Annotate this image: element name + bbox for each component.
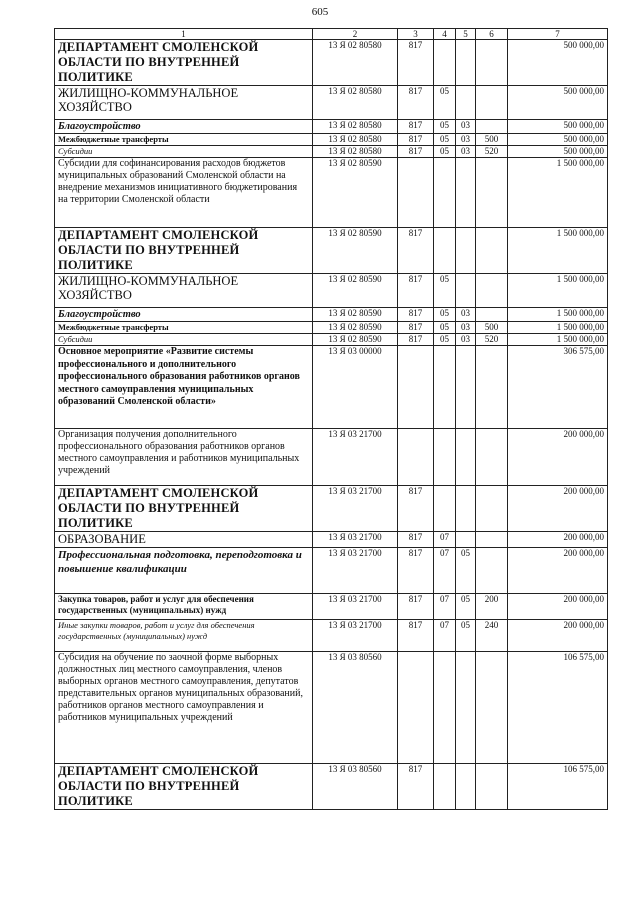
section-code: 05 bbox=[434, 86, 456, 120]
subsection-code: 03 bbox=[456, 322, 476, 334]
row-amount: 500 000,00 bbox=[508, 120, 608, 134]
ministry-code: 817 bbox=[398, 120, 434, 134]
row-amount: 1 500 000,00 bbox=[508, 274, 608, 308]
row-name: Основное мероприятие «Развитие системы профессионального и дополнительного профессионального образования работников органов местного самоуправления муниципальных образований Смоленской области» bbox=[55, 346, 313, 429]
row-amount: 500 000,00 bbox=[508, 86, 608, 120]
table-row bbox=[55, 346, 608, 429]
row-name: Субсидии bbox=[55, 146, 313, 158]
column-header: 2 bbox=[313, 29, 398, 40]
table-row bbox=[55, 532, 608, 548]
section-code bbox=[434, 346, 456, 429]
row-name: Благоустройство bbox=[55, 308, 313, 322]
row-amount: 500 000,00 bbox=[508, 146, 608, 158]
row-name: Субсидия на обучение по заочной форме выборных должностных лиц местного самоуправления, членов выборных органов местного самоуправления, депутатов представительных органов муниципальных образований, работников органов местного самоуправления и работников муниципальных учреждений bbox=[55, 652, 313, 764]
row-name: Организация получения дополнительного профессионального образования работников органов местного самоуправления и работников муниципальных учреждений bbox=[55, 429, 313, 486]
row-name: Субсидии bbox=[55, 334, 313, 346]
row-amount: 200 000,00 bbox=[508, 532, 608, 548]
expense-type-code: 520 bbox=[476, 146, 508, 158]
table-row bbox=[55, 228, 608, 274]
table-row bbox=[55, 86, 608, 120]
table-row bbox=[55, 620, 608, 652]
expense-type-code bbox=[476, 40, 508, 86]
expense-type-code: 500 bbox=[476, 134, 508, 146]
ministry-code bbox=[398, 158, 434, 228]
row-name: Закупка товаров, работ и услуг для обеспечения государственных (муниципальных) нужд bbox=[55, 594, 313, 620]
expense-type-code bbox=[476, 486, 508, 532]
ministry-code: 817 bbox=[398, 274, 434, 308]
subsection-code bbox=[456, 652, 476, 764]
expense-type-code bbox=[476, 120, 508, 134]
subsection-code: 03 bbox=[456, 308, 476, 322]
column-header: 6 bbox=[476, 29, 508, 40]
table-row bbox=[55, 134, 608, 146]
section-code bbox=[434, 158, 456, 228]
target-article-code: 13 Я 02 80590 bbox=[313, 228, 398, 274]
budget-table bbox=[54, 28, 608, 810]
row-name: Межбюджетные трансферты bbox=[55, 322, 313, 334]
target-article-code: 13 Я 03 00000 bbox=[313, 346, 398, 429]
table-row bbox=[55, 548, 608, 594]
section-code: 05 bbox=[434, 120, 456, 134]
section-code bbox=[434, 40, 456, 86]
row-amount: 306 575,00 bbox=[508, 346, 608, 429]
expense-type-code bbox=[476, 429, 508, 486]
table-row bbox=[55, 594, 608, 620]
row-name: ДЕПАРТАМЕНТ СМОЛЕНСКОЙ ОБЛАСТИ ПО ВНУТРЕННЕЙ ПОЛИТИКЕ bbox=[55, 486, 313, 532]
expense-type-code: 500 bbox=[476, 322, 508, 334]
target-article-code: 13 Я 03 21700 bbox=[313, 532, 398, 548]
subsection-code: 03 bbox=[456, 146, 476, 158]
ministry-code bbox=[398, 429, 434, 486]
row-amount: 200 000,00 bbox=[508, 620, 608, 652]
subsection-code: 05 bbox=[456, 620, 476, 652]
row-name: ДЕПАРТАМЕНТ СМОЛЕНСКОЙ ОБЛАСТИ ПО ВНУТРЕННЕЙ ПОЛИТИКЕ bbox=[55, 40, 313, 86]
row-amount: 200 000,00 bbox=[508, 548, 608, 594]
row-amount: 200 000,00 bbox=[508, 486, 608, 532]
ministry-code bbox=[398, 346, 434, 429]
expense-type-code bbox=[476, 346, 508, 429]
expense-type-code bbox=[476, 274, 508, 308]
row-amount: 200 000,00 bbox=[508, 429, 608, 486]
expense-type-code bbox=[476, 308, 508, 322]
column-header: 1 bbox=[55, 29, 313, 40]
expense-type-code bbox=[476, 228, 508, 274]
expense-type-code bbox=[476, 764, 508, 810]
column-header: 3 bbox=[398, 29, 434, 40]
ministry-code: 817 bbox=[398, 486, 434, 532]
ministry-code: 817 bbox=[398, 228, 434, 274]
ministry-code: 817 bbox=[398, 86, 434, 120]
row-name: ДЕПАРТАМЕНТ СМОЛЕНСКОЙ ОБЛАСТИ ПО ВНУТРЕННЕЙ ПОЛИТИКЕ bbox=[55, 228, 313, 274]
table-row bbox=[55, 146, 608, 158]
table-row bbox=[55, 274, 608, 308]
column-header: 7 bbox=[508, 29, 608, 40]
target-article-code: 13 Я 02 80590 bbox=[313, 158, 398, 228]
section-code: 05 bbox=[434, 308, 456, 322]
target-article-code: 13 Я 02 80580 bbox=[313, 86, 398, 120]
target-article-code: 13 Я 02 80580 bbox=[313, 146, 398, 158]
ministry-code: 817 bbox=[398, 532, 434, 548]
section-code bbox=[434, 764, 456, 810]
section-code: 07 bbox=[434, 532, 456, 548]
target-article-code: 13 Я 03 80560 bbox=[313, 764, 398, 810]
table-header-row bbox=[55, 29, 608, 40]
subsection-code bbox=[456, 158, 476, 228]
subsection-code: 05 bbox=[456, 594, 476, 620]
expense-type-code: 240 bbox=[476, 620, 508, 652]
ministry-code: 817 bbox=[398, 40, 434, 86]
ministry-code: 817 bbox=[398, 548, 434, 594]
table-row bbox=[55, 486, 608, 532]
target-article-code: 13 Я 02 80590 bbox=[313, 322, 398, 334]
table-row bbox=[55, 764, 608, 810]
row-amount: 1 500 000,00 bbox=[508, 334, 608, 346]
column-header: 5 bbox=[456, 29, 476, 40]
row-name: ДЕПАРТАМЕНТ СМОЛЕНСКОЙ ОБЛАСТИ ПО ВНУТРЕННЕЙ ПОЛИТИКЕ bbox=[55, 764, 313, 810]
subsection-code: 05 bbox=[456, 548, 476, 594]
target-article-code: 13 Я 02 80590 bbox=[313, 274, 398, 308]
row-name: Межбюджетные трансферты bbox=[55, 134, 313, 146]
expense-type-code bbox=[476, 652, 508, 764]
subsection-code bbox=[456, 486, 476, 532]
target-article-code: 13 Я 03 21700 bbox=[313, 594, 398, 620]
expense-type-code bbox=[476, 532, 508, 548]
row-amount: 1 500 000,00 bbox=[508, 322, 608, 334]
target-article-code: 13 Я 02 80580 bbox=[313, 134, 398, 146]
target-article-code: 13 Я 03 21700 bbox=[313, 429, 398, 486]
row-name: ЖИЛИЩНО-КОММУНАЛЬНОЕ ХОЗЯЙСТВО bbox=[55, 86, 313, 120]
row-amount: 106 575,00 bbox=[508, 652, 608, 764]
expense-type-code: 200 bbox=[476, 594, 508, 620]
section-code bbox=[434, 429, 456, 486]
target-article-code: 13 Я 03 21700 bbox=[313, 620, 398, 652]
expense-type-code bbox=[476, 86, 508, 120]
target-article-code: 13 Я 03 21700 bbox=[313, 548, 398, 594]
section-code: 07 bbox=[434, 620, 456, 652]
ministry-code: 817 bbox=[398, 334, 434, 346]
subsection-code bbox=[456, 429, 476, 486]
subsection-code bbox=[456, 346, 476, 429]
ministry-code: 817 bbox=[398, 134, 434, 146]
row-name: Благоустройство bbox=[55, 120, 313, 134]
section-code bbox=[434, 652, 456, 764]
column-header: 4 bbox=[434, 29, 456, 40]
ministry-code: 817 bbox=[398, 620, 434, 652]
section-code: 07 bbox=[434, 548, 456, 594]
target-article-code: 13 Я 02 80580 bbox=[313, 120, 398, 134]
subsection-code bbox=[456, 40, 476, 86]
target-article-code: 13 Я 02 80590 bbox=[313, 308, 398, 322]
expense-type-code bbox=[476, 158, 508, 228]
row-amount: 1 500 000,00 bbox=[508, 228, 608, 274]
ministry-code: 817 bbox=[398, 308, 434, 322]
subsection-code: 03 bbox=[456, 120, 476, 134]
section-code: 07 bbox=[434, 594, 456, 620]
section-code: 05 bbox=[434, 146, 456, 158]
expense-type-code bbox=[476, 548, 508, 594]
table-row bbox=[55, 120, 608, 134]
target-article-code: 13 Я 03 21700 bbox=[313, 486, 398, 532]
row-amount: 200 000,00 bbox=[508, 594, 608, 620]
target-article-code: 13 Я 02 80580 bbox=[313, 40, 398, 86]
section-code bbox=[434, 486, 456, 532]
ministry-code: 817 bbox=[398, 322, 434, 334]
row-name: Субсидии для софинансирования расходов бюджетов муниципальных образований Смоленской области на внедрение механизмов инициативного бюджетирования на территории Смоленской области bbox=[55, 158, 313, 228]
table-row bbox=[55, 158, 608, 228]
table-row bbox=[55, 429, 608, 486]
subsection-code bbox=[456, 532, 476, 548]
subsection-code bbox=[456, 86, 476, 120]
table-row bbox=[55, 40, 608, 86]
subsection-code: 03 bbox=[456, 334, 476, 346]
section-code: 05 bbox=[434, 274, 456, 308]
subsection-code bbox=[456, 274, 476, 308]
ministry-code: 817 bbox=[398, 146, 434, 158]
ministry-code bbox=[398, 652, 434, 764]
subsection-code: 03 bbox=[456, 134, 476, 146]
section-code bbox=[434, 228, 456, 274]
page-number: 605 bbox=[311, 6, 329, 18]
expense-type-code: 520 bbox=[476, 334, 508, 346]
table-row bbox=[55, 308, 608, 322]
table-row bbox=[55, 334, 608, 346]
section-code: 05 bbox=[434, 322, 456, 334]
target-article-code: 13 Я 03 80560 bbox=[313, 652, 398, 764]
table-row bbox=[55, 322, 608, 334]
row-amount: 500 000,00 bbox=[508, 134, 608, 146]
ministry-code: 817 bbox=[398, 594, 434, 620]
row-name: Профессиональная подготовка, переподготовка и повышение квалификации bbox=[55, 548, 313, 594]
ministry-code: 817 bbox=[398, 764, 434, 810]
row-amount: 1 500 000,00 bbox=[508, 158, 608, 228]
subsection-code bbox=[456, 764, 476, 810]
row-name: ОБРАЗОВАНИЕ bbox=[55, 532, 313, 548]
row-name: Иные закупки товаров, работ и услуг для обеспечения государственных (муниципальных) нужд bbox=[55, 620, 313, 652]
section-code: 05 bbox=[434, 134, 456, 146]
table-row bbox=[55, 652, 608, 764]
row-amount: 1 500 000,00 bbox=[508, 308, 608, 322]
section-code: 05 bbox=[434, 334, 456, 346]
target-article-code: 13 Я 02 80590 bbox=[313, 334, 398, 346]
subsection-code bbox=[456, 228, 476, 274]
row-name: ЖИЛИЩНО-КОММУНАЛЬНОЕ ХОЗЯЙСТВО bbox=[55, 274, 313, 308]
row-amount: 106 575,00 bbox=[508, 764, 608, 810]
row-amount: 500 000,00 bbox=[508, 40, 608, 86]
